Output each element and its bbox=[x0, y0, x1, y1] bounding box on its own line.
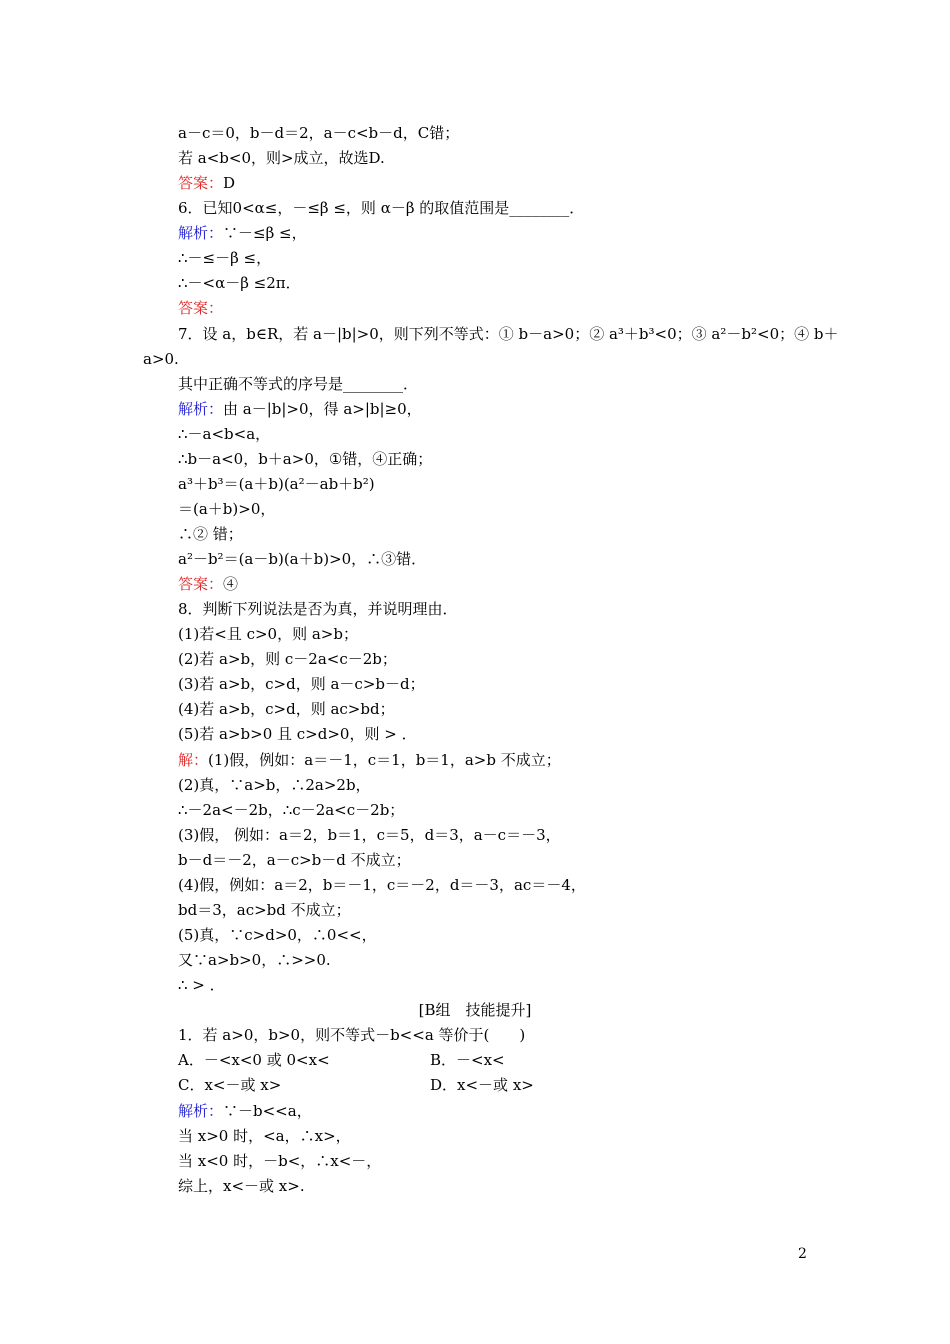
answer-value: ④ bbox=[223, 575, 239, 593]
text-line: 若 a<b<0，则>成立，故选D. bbox=[178, 149, 385, 167]
question-7-wrap: a>0. bbox=[143, 350, 179, 368]
text-line: (4)假，例如：a＝2，b＝－1，c＝－2，d＝－3，ac＝－4， bbox=[178, 876, 586, 894]
text-line: a³＋b³＝(a＋b)(a²－ab＋b²) bbox=[178, 475, 375, 493]
text-line: (1)若<且 c>0，则 a>b； bbox=[178, 625, 358, 643]
text-line: ∴ > ． bbox=[178, 976, 225, 994]
question-b1: 1．若 a>0，b>0，则不等式－b<<a 等价于( ) bbox=[178, 1026, 526, 1044]
answer-label: 答案： bbox=[178, 575, 224, 593]
text-line: (3)假， 例如：a＝2，b＝1，c＝5，d＝3，a－c＝－3， bbox=[178, 826, 561, 844]
text-line: 其中正确不等式的序号是________． bbox=[178, 375, 419, 393]
text-line: (2)真，∵a>b，∴2a>2b， bbox=[178, 776, 371, 794]
answer-value: D bbox=[223, 174, 236, 192]
option-d: D．x<－或 x> bbox=[430, 1076, 534, 1094]
analysis-label: 解析： bbox=[178, 1102, 224, 1120]
text-line: (4)若 a>b，c>d，则 ac>bd； bbox=[178, 700, 395, 718]
analysis-label: 解析： bbox=[178, 400, 224, 418]
text-line: ∴－≤－β ≤， bbox=[178, 249, 272, 267]
question-7: 7．设 a，b∈R，若 a－|b|>0，则下列不等式：① b－a>0；② a³＋b³<0；③ a²－b²<0；④ b＋ bbox=[178, 325, 839, 343]
text-line: ∴－<α－β ≤2π． bbox=[178, 274, 301, 292]
text-line: ∴② 错； bbox=[178, 525, 243, 543]
text-line: ∴－a<b<a， bbox=[178, 425, 271, 443]
answer-line bbox=[178, 298, 223, 318]
option-b: B．－<x< bbox=[430, 1051, 505, 1069]
text-line: 综上，x<－或 x>. bbox=[178, 1177, 305, 1195]
option-a: A．－<x<0 或 0<x< bbox=[178, 1051, 330, 1069]
solution-line bbox=[178, 750, 561, 770]
section-heading: [B组 技能提升] bbox=[418, 1001, 532, 1019]
text-line: (5)若 a>b>0 且 c>d>0，则 > ． bbox=[178, 725, 417, 743]
text-line: 当 x>0 时，<a，∴x>， bbox=[178, 1127, 351, 1145]
text-line: 又∵a>b>0，∴>>0. bbox=[178, 951, 331, 969]
answer-line bbox=[178, 574, 238, 594]
text-line: bd＝3，ac>bd 不成立； bbox=[178, 901, 351, 919]
question-8: 8．判断下列说法是否为真，并说明理由． bbox=[178, 600, 458, 618]
analysis-line bbox=[178, 1101, 312, 1121]
analysis-text: ∵－≤β ≤， bbox=[223, 224, 307, 242]
solution-label: 解： bbox=[178, 751, 209, 769]
analysis-text: ∵－b<<a， bbox=[223, 1102, 312, 1120]
answer-label: 答案： bbox=[178, 174, 224, 192]
text-line: a－c＝0，b－d＝2，a－c<b－d，C错； bbox=[178, 124, 460, 142]
analysis-text: 由 a－|b|>0，得 a>|b|≥0， bbox=[223, 400, 422, 418]
answer-label: 答案： bbox=[178, 299, 224, 317]
text-line: 当 x<0 时，－b<，∴x<－， bbox=[178, 1152, 382, 1170]
analysis-line bbox=[178, 223, 307, 243]
text-line: ∴－2a<－2b，∴c－2a<c－2b； bbox=[178, 801, 405, 819]
text-line: (3)若 a>b，c>d，则 a－c>b－d； bbox=[178, 675, 425, 693]
text-line: a²－b²＝(a－b)(a＋b)>0，∴③错． bbox=[178, 550, 427, 568]
text-line: b－d＝－2，a－c>b－d 不成立； bbox=[178, 851, 411, 869]
option-c: C．x<－或 x> bbox=[178, 1076, 282, 1094]
answer-line bbox=[178, 173, 235, 193]
analysis-label: 解析： bbox=[178, 224, 224, 242]
text-line: (5)真，∵c>d>0，∴0<<， bbox=[178, 926, 377, 944]
text-line: (2)若 a>b，则 c－2a<c－2b； bbox=[178, 650, 397, 668]
solution-text: (1)假，例如：a＝－1，c＝1，b＝1，a>b 不成立； bbox=[208, 751, 561, 769]
analysis-line bbox=[178, 399, 422, 419]
text-line: ∴b－a<0，b＋a>0，①错，④正确； bbox=[178, 450, 433, 468]
page-number: 2 bbox=[798, 1246, 807, 1262]
text-line: ＝(a＋b)>0， bbox=[178, 500, 276, 518]
question-6: 6．已知0<α≤，－≤β ≤，则 α－β 的取值范围是________． bbox=[178, 199, 585, 217]
